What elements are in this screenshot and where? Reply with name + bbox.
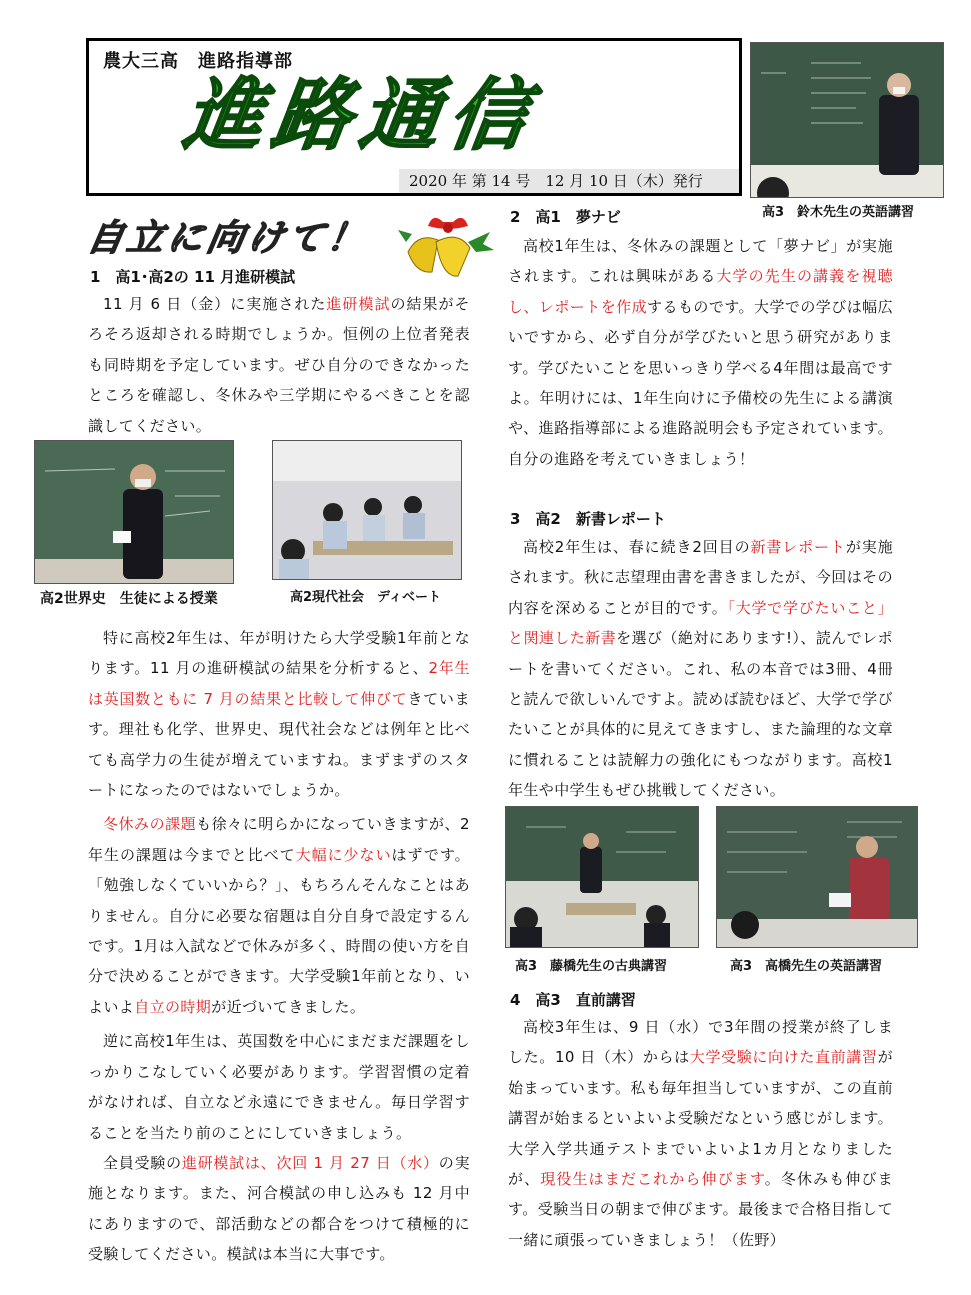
photo-suzuki-english [750, 42, 944, 198]
caption-fujihashi: 高3 藤橋先生の古典講習 [515, 959, 668, 974]
text: 。冬休みも伸びます。受験当日の朝まで伸びます。最後まで合格目指して一緒に頑張っていきましょう！（佐野） [508, 1170, 893, 1249]
section3-body [508, 532, 893, 806]
highlight: 冬休みの課題 [103, 815, 197, 834]
highlight: 2年生は英国数ともに 7 月の結果と比較して伸びて [88, 659, 470, 708]
caption-suzuki: 高3 鈴木先生の英語講習 [762, 205, 915, 220]
caption-takahashi: 高3 高橋先生の英語講習 [730, 959, 883, 974]
section1-paragraph2 [88, 623, 470, 805]
photo-debate [272, 440, 462, 580]
school-name: 農大三高 進路指導部 [103, 51, 293, 72]
photo-world-history [34, 440, 234, 584]
section2-heading: 2 高1 夢ナビ [510, 208, 621, 226]
section1-body [88, 623, 470, 1270]
classroom-photo-icon [273, 441, 462, 580]
text: 全員受験の [103, 1153, 182, 1172]
section4-heading: 4 高3 直前講習 [510, 991, 636, 1009]
classroom-photo-icon [506, 807, 699, 948]
highlight: 自立の時期 [134, 997, 212, 1016]
text: を選び（絶対にあります!）、読んでレポートを書いてください。これ、私の本音では3冊、4冊と読んで欲しいんですよ。読めば読むほど、大学で学びたいことが具体的に見えてきますし、また論理的な文章に慣れることは読解力の強化にもつながります。高校1年生や中学生もぜひ挑戦してください。 [508, 629, 894, 800]
photo-fujihashi-classics [505, 806, 699, 948]
classroom-photo-icon [35, 441, 234, 584]
highlight: 進研模試 [326, 295, 391, 313]
section1-intro [88, 289, 470, 441]
section1-paragraph1 [88, 289, 470, 441]
text: するものです。大学での学びは幅広いですから、必ず自分が学びたいと思う研究があります。学びたいことを思いっきり学べる4年間は最高ですよ。年明けには、1年生向けに予備校の先生による講演や、進路指導部による進路説明会も予定されています。自分の進路を考えていきましょう！ [508, 297, 893, 468]
section1-paragraph4: 逆に高校1年生は、英国数を中心にまだまだ課題をしっかりこなしていく必要があります。学習習慣の定着がなければ、自立など永遠にできません。毎日学習することを当たり前のことにしていきましょう。 [88, 1032, 470, 1142]
text: が実施されます。秋に志望理由書を書きましたが、今回はその内容を深めることが目的です。 [508, 538, 894, 617]
caption-debate: 高2現代社会 ディベート [290, 590, 442, 605]
highlight: 現役生はまだこれから伸びます [540, 1170, 765, 1189]
text: きています。理社も化学、世界史、現代社会などは例年と比べても高学力の生徒が増えていますね。まずまずのスタートになったのではないでしょうか。 [88, 689, 470, 800]
highlight: 新書レポート [750, 538, 846, 556]
caption-world-history: 高2世界史 生徒による授業 [40, 591, 218, 607]
text: の結果がそろそろ返却される時期でしょうか。恒例の上位者発表も同時期を予定しています。ぜひ自分のできなかったところを確認し、冬休みや三学期にやるべきことを認識してください。 [88, 295, 470, 435]
text: も徐々に明らかになっていきますが、2年生の課題は今までと比べて [88, 815, 471, 864]
text: が始まっています。私も毎年担当していますが、この直前講習が始まるといよいよ受験だなという感じがします。大学入学共通テストまでいよいよ1カ月となりましたが、 [508, 1048, 893, 1189]
highlight: 大学の先生の講義を視聴し、レポートを作成 [508, 267, 893, 316]
section4-paragraph1 [508, 1012, 893, 1255]
section1-heading: 1 高1･高2の 11 月進研模試 [90, 268, 296, 286]
section-banner: 自立に向けて！ [83, 218, 372, 259]
classroom-photo-icon [751, 43, 944, 198]
text: 11 月 6 日（金）に実施された [103, 295, 327, 313]
section1-paragraph5 [88, 1148, 470, 1270]
text: の実施となります。また、河合模試の申し込みも 12 月中にありますので、部活動などの都合をつけて積極的に受験してください。模試は本当に大事です。 [88, 1153, 470, 1264]
section2-paragraph1 [508, 231, 893, 474]
text: 高校3年生は、9 日（水）で3年間の授業が終了しました。10 日（木）からは [508, 1018, 893, 1067]
text: 特に高校2年生は、年が明けたら大学受験1年前となります。11 月の進研模試の結果を分析すると、 [88, 629, 470, 678]
highlight: 大幅に少ない [295, 845, 392, 864]
photo-takahashi-english [716, 806, 918, 948]
section2-body [508, 231, 893, 474]
highlight: 「大学で学びたいこと」と関連した新書 [508, 598, 894, 648]
section4-body [508, 1012, 893, 1255]
christmas-bells-icon [398, 212, 498, 284]
newsletter-title: 進路通信 [178, 71, 544, 161]
highlight: 大学受験に向けた直前講習 [689, 1048, 878, 1067]
section3-heading: 3 高2 新書レポート [510, 510, 666, 528]
text: はずです。「勉強しなくていいから？」、もちろんそんなことはありません。自分に必要な宿題は自分自身で設定するんです。1月は入試などで休みが多く、時間の使い方を自分で決めることができます。大学受験1年前となり、いよいよ [88, 845, 470, 1016]
issue-line: 2020 年 第 14 号 12 月 10 日（木）発行 [399, 169, 739, 193]
section1-paragraph3 [88, 809, 470, 1022]
text: 高校2年生は、春に続き2回目の [523, 538, 751, 556]
classroom-photo-icon [717, 807, 918, 948]
text: が近づいてきました。 [211, 997, 366, 1016]
masthead [86, 38, 742, 196]
highlight: 進研模試は、次回 1 月 27 日（水） [181, 1153, 439, 1172]
text: 高校1年生は、冬休みの課題として「夢ナビ」が実施されます。これは興味がある [508, 237, 893, 286]
section3-paragraph1 [508, 532, 893, 806]
